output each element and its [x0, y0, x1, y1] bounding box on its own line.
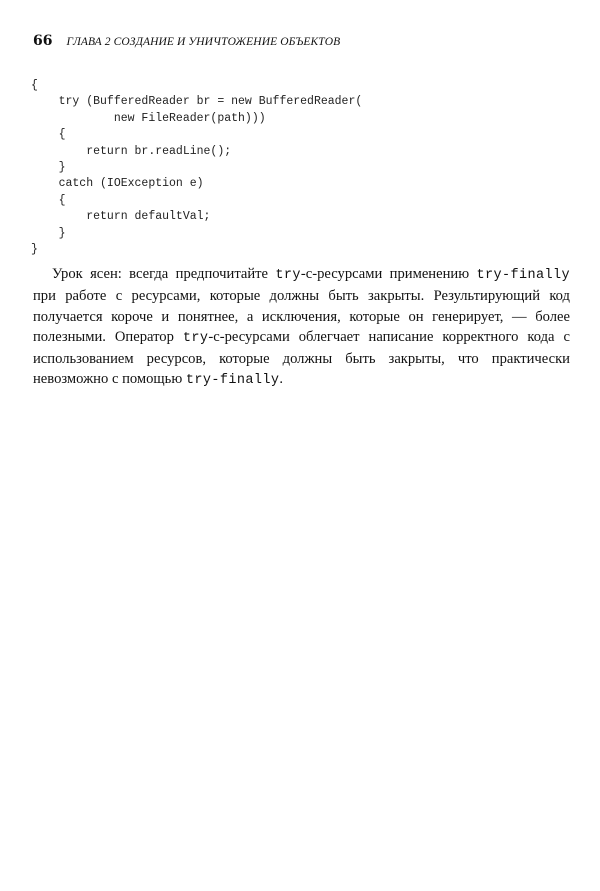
code-line: return br.readLine(); — [31, 144, 232, 158]
page-number: 66 — [33, 33, 53, 49]
paragraph-text: . — [279, 371, 284, 388]
paragraph-text: Урок ясен: всегда предпочитайте — [52, 266, 276, 282]
running-title: ГЛАВА 2 СОЗДАНИЕ И УНИЧТОЖЕНИЕ ОБЪЕКТОВ — [66, 36, 341, 48]
code-line: } — [31, 160, 66, 174]
code-line: { — [31, 193, 66, 207]
inline-code: try — [182, 330, 209, 346]
paragraph-text: -с-ресурсами облегчает написание корректного кода с использованием ресурсов, которые должны быть закрыты, что практически невозможно с помощью — [33, 328, 570, 388]
inline-code: try-finally — [476, 268, 570, 283]
code-listing — [31, 78, 362, 258]
code-line: return defaultVal; — [31, 210, 211, 224]
inline-code: try — [275, 268, 301, 283]
paragraph-text: при работе с ресурсами, которые должны быть закрыты. Результирующий код получается короче и понятнее, а исключения, которые он генерирует, — более полезными. Оператор — [33, 288, 570, 345]
code-line: } — [31, 226, 66, 240]
running-header — [33, 33, 340, 51]
code-line: catch (IOException e) — [31, 177, 204, 191]
body-paragraph — [33, 264, 570, 392]
code-line: try (BufferedReader br = new BufferedReader( — [31, 95, 363, 109]
inline-code: try-finally — [185, 373, 280, 389]
paragraph-text: -с-ресурсами применению — [300, 266, 477, 282]
code-line: } — [31, 242, 38, 256]
code-line: { — [31, 128, 66, 142]
code-line: new FileReader(path))) — [31, 111, 266, 125]
code-line: { — [31, 79, 38, 92]
